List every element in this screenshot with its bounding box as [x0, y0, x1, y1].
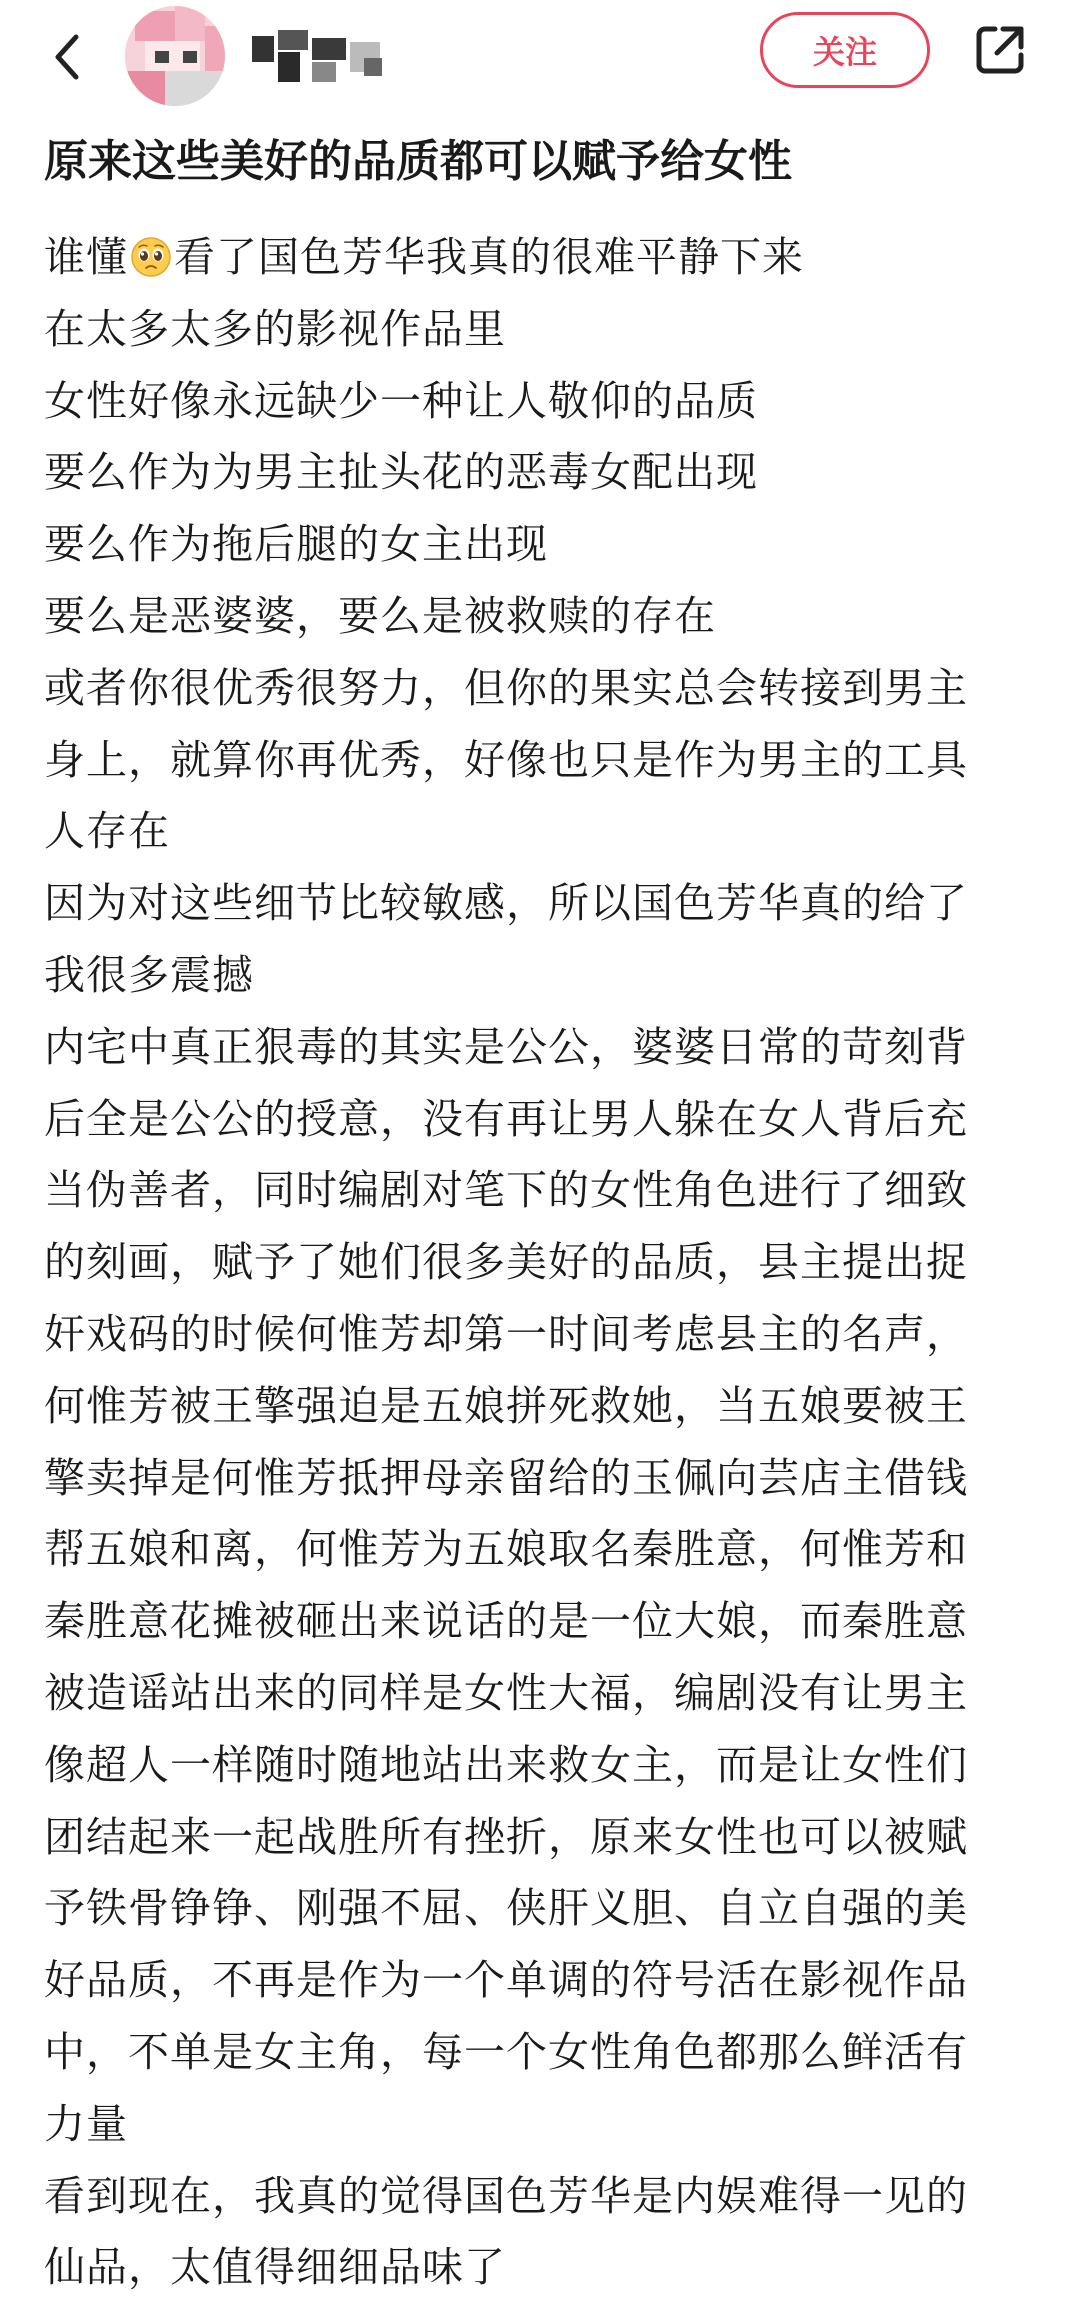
- post-body-line: 看到现在，我真的觉得国色芳华是内娱难得一见的: [44, 2171, 968, 2220]
- post-body-line: 的刻画，赋予了她们很多美好的品质，县主提出捉: [44, 1238, 968, 1287]
- post-body-line: 仙品，太值得细细品味了: [44, 2243, 506, 2292]
- post-body-line: 人存在: [44, 807, 170, 856]
- post-body-lines: [44, 294, 1044, 2304]
- post-title: 原来这些美好的品质都可以赋予给女性: [44, 136, 792, 187]
- post-body-line: 内宅中真正狠毒的其实是公公，婆婆日常的苛刻背: [44, 1022, 968, 1071]
- username-blurred[interactable]: [252, 30, 392, 86]
- post-body-line: 像超人一样随时随地站出来救女主，而是让女性们: [44, 1740, 968, 1789]
- post-body: [44, 222, 1044, 2304]
- post-body-line: 予铁骨铮铮、刚强不屈、侠肝义胆、自立自强的美: [44, 1884, 968, 1933]
- post-body-line: 奸戏码的时候何惟芳却第一时间考虑县主的名声，: [44, 1309, 968, 1358]
- share-external-icon: [971, 21, 1029, 79]
- post-body-line: 何惟芳被王擎强迫是五娘拼死救她，当五娘要被王: [44, 1381, 968, 1430]
- post-body-line: 中，不单是女主角，每一个女性角色都那么鲜活有: [44, 2027, 968, 2076]
- post-body-line: 因为对这些细节比较敏感，所以国色芳华真的给了: [44, 879, 968, 928]
- post-body-line: 擎卖掉是何惟芳抵押母亲留给的玉佩向芸店主借钱: [44, 1453, 968, 1502]
- share-button[interactable]: [968, 18, 1032, 82]
- back-button[interactable]: [38, 22, 98, 92]
- post-body-line: 女性好像永远缺少一种让人敬仰的品质: [44, 376, 758, 425]
- post-body-line: 好品质，不再是作为一个单调的符号活在影视作品: [44, 1956, 968, 2005]
- post-body-line: 要么作为为男主扯头花的恶毒女配出现: [44, 448, 758, 497]
- post-body-line: 当伪善者，同时编剧对笔下的女性角色进行了细致: [44, 1166, 968, 1215]
- post-body-line: 或者你很优秀很努力，但你的果实总会转接到男主: [44, 663, 968, 712]
- post-body-text: 看了国色芳华我真的很难平静下来: [174, 233, 804, 281]
- follow-button[interactable]: 关注: [760, 12, 930, 88]
- avatar[interactable]: [125, 6, 225, 106]
- post-body-line: 帮五娘和离，何惟芳为五娘取名秦胜意，何惟芳和: [44, 1525, 968, 1574]
- post-body-line: 秦胜意花摊被砸出来说话的是一位大娘，而秦胜意: [44, 1597, 968, 1646]
- post-body-line: 在太多太多的影视作品里: [44, 304, 506, 353]
- post-body-line: 要么作为拖后腿的女主出现: [44, 520, 548, 569]
- post-body-line: 身上，就算你再优秀，好像也只是作为男主的工具: [44, 735, 968, 784]
- post-body-line: 力量: [44, 2099, 128, 2148]
- post-body-line: 团结起来一起战胜所有挫折，原来女性也可以被赋: [44, 1812, 968, 1861]
- post-body-line: 后全是公公的授意，没有再让男人躲在女人背后充: [44, 1094, 968, 1143]
- post-header: [0, 0, 1080, 118]
- post-body-text: 谁懂: [44, 233, 128, 281]
- pleading-face-emoji-icon: [130, 236, 172, 278]
- post-body-line: 要么是恶婆婆，要么是被救赎的存在: [44, 591, 716, 640]
- post-body-line: 我很多震撼: [44, 950, 254, 999]
- chevron-left-icon: [48, 29, 88, 85]
- post-body-line: 被造谣站出来的同样是女性大福，编剧没有让男主: [44, 1668, 968, 1717]
- post-body-line-first: [44, 222, 1044, 294]
